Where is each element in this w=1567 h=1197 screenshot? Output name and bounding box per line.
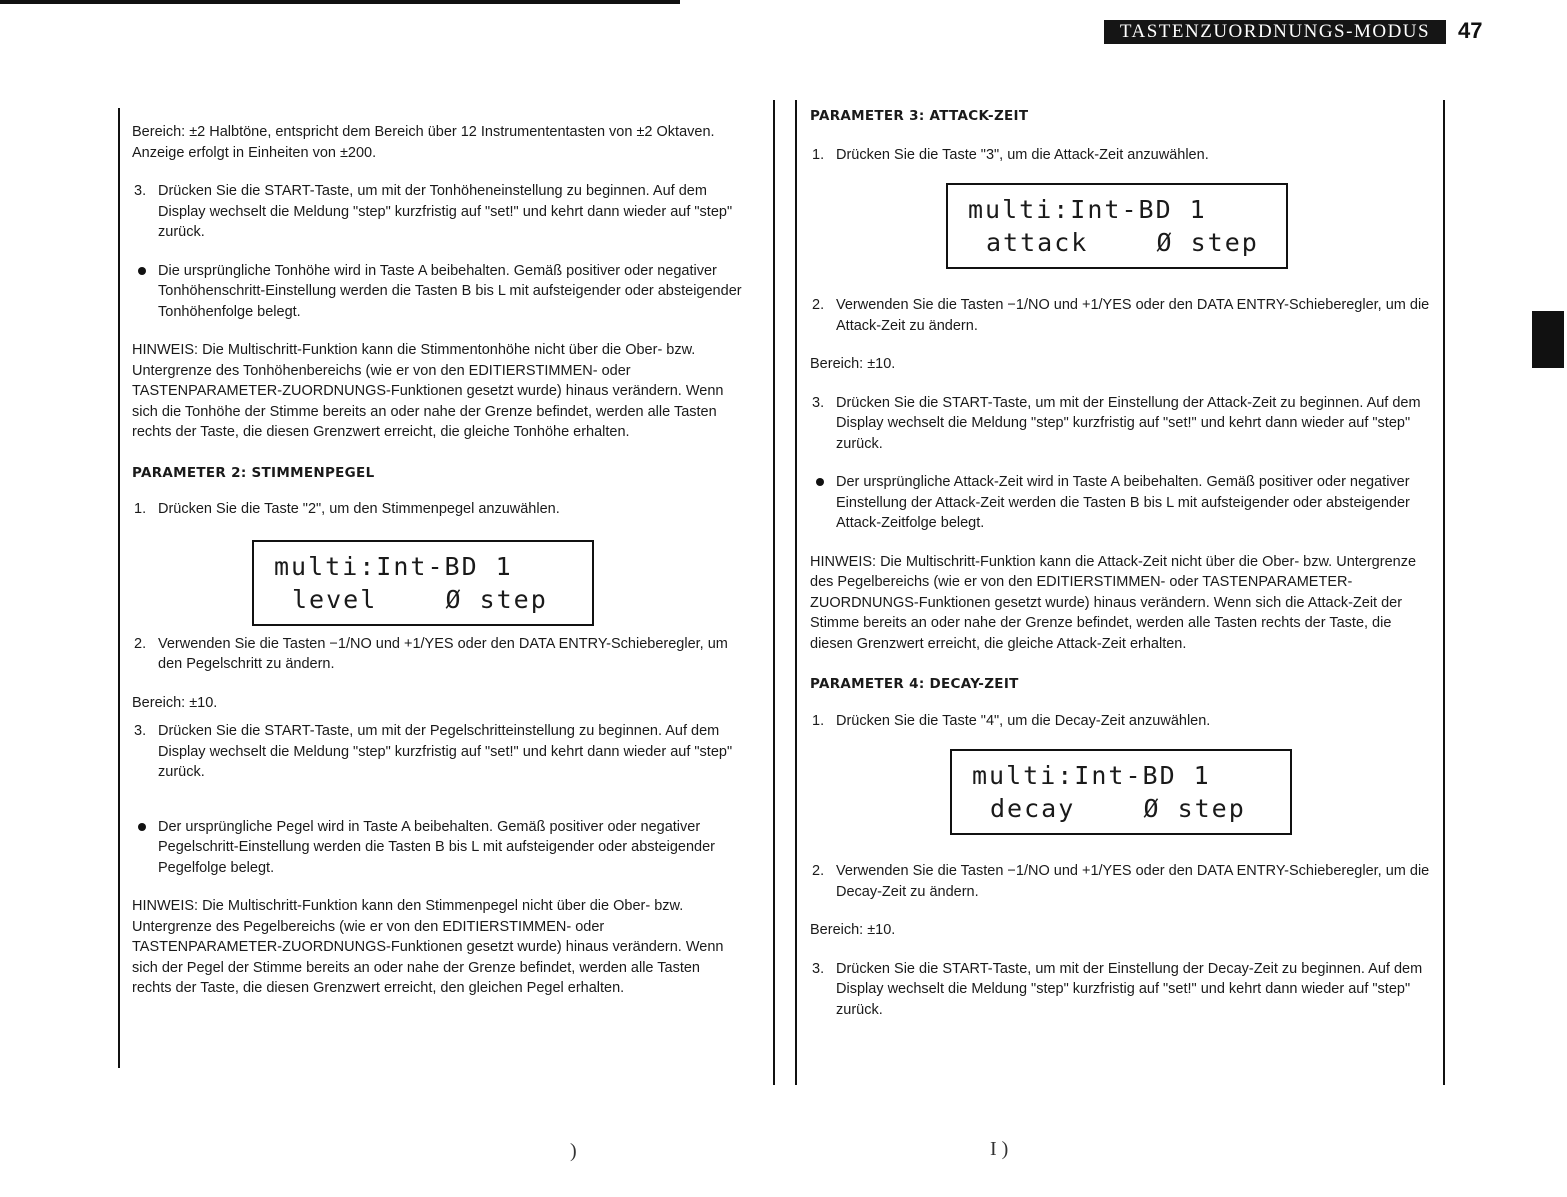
lcd-line-1: multi:Int-BD 1 [274, 551, 513, 581]
step-number: 1. [812, 712, 825, 729]
p3-bullet-item [810, 472, 1435, 534]
bullet-item [132, 261, 742, 323]
range-text: Bereich: ±2 Halbtöne, entspricht dem Bereich über 12 Instrumententasten von ±2 Oktaven. Anzeige erfolgt in Einheiten von ±200. [132, 124, 715, 161]
scan-mark-right: I ) [990, 1138, 1009, 1160]
p2-step-1 [132, 499, 742, 520]
bullet-icon [138, 823, 146, 831]
bullet-text: Der ursprüngliche Pegel wird in Taste A beibehalten. Gemäß positiver oder negativer Pegelschritt-Einstellung werden die Tasten B bis L mit aufsteigender oder absteigender Pegelfolge belegt. [158, 818, 715, 876]
note-hinweis-3: HINWEIS: Die Multischritt-Funktion kann die Attack-Zeit nicht über die Ober- bzw. Untergrenze des Pegelbereichs (wie er von den EDITIERSTIMMEN- oder TASTENPARAMETER-ZUORDNUNGS-Funktionen gesetzt wurde) hinaus verändern. Wenn sich die Attack-Zeit der Stimme bereits an oder nahe der Grenze befindet, werden alle Tasten rechts der Taste, die diesen Grenzwert erreicht, die gleiche Attack-Zeit erhalten. [810, 553, 1417, 652]
p4-step-2 [810, 861, 1435, 902]
step-text: Drücken Sie die START-Taste, um mit der Tonhöheneinstellung zu beginnen. Auf dem Display wechselt die Meldung "step" kurzfristig auf "set!" und kehrt dann wieder auf "step" zurück. [158, 183, 733, 240]
top-rule [0, 0, 680, 4]
bullet-icon [138, 267, 146, 275]
center-rule-right [795, 100, 797, 1085]
step-number: 1. [134, 501, 147, 517]
p4-step-3 [810, 959, 1435, 1021]
p2-range: Bereich: ±10. [132, 694, 218, 711]
step-3 [132, 181, 742, 243]
step-text: Drücken Sie die Taste "2", um den Stimmenpegel anzuwählen. [158, 501, 560, 517]
left-margin-rule [118, 108, 120, 1068]
page-number: 47 [1458, 18, 1483, 43]
step-number: 3. [812, 394, 825, 411]
step-number: 2. [812, 297, 825, 313]
lcd-line-1: multi:Int-BD 1 [972, 761, 1211, 790]
p2-step-3 [132, 721, 742, 783]
bullet-text: Der ursprüngliche Attack-Zeit wird in Taste A beibehalten. Gemäß positiver oder negativer Einstellung der Attack-Zeit werden die Tasten B bis L mit aufsteigender oder absteigender Attack-Zeitfolge belegt. [836, 474, 1410, 531]
step-text: Verwenden Sie die Tasten −1/NO und +1/YES oder den DATA ENTRY-Schieberegler, um die Attack-Zeit zu ändern. [836, 297, 1430, 334]
step-number: 1. [812, 146, 825, 163]
section-title-bar: TASTENZUORDNUNGS-MODUS [1104, 20, 1446, 44]
step-text: Verwenden Sie die Tasten −1/NO und +1/YES oder den DATA ENTRY-Schieberegler, um den Pegelschritt zu ändern. [158, 635, 728, 672]
lcd-display-level [252, 540, 594, 626]
lcd-line-2: level Ø step [292, 584, 548, 614]
p3-step-2 [810, 295, 1435, 336]
left-column [132, 122, 742, 999]
step-text: Drücken Sie die START-Taste, um mit der Einstellung der Attack-Zeit zu beginnen. Auf dem Display wechselt die Meldung "step" kurzfristig auf "set!" und kehrt dann wieder auf "step" zurück. [836, 394, 1421, 452]
lcd-display-attack [946, 183, 1288, 269]
p2-step-2 [132, 634, 742, 675]
lcd-line-2: decay Ø step [990, 794, 1246, 823]
center-rule-left [773, 100, 775, 1085]
scan-mark-left: ) [570, 1140, 577, 1162]
step-number: 2. [812, 863, 825, 879]
p4-range: Bereich: ±10. [810, 922, 896, 938]
bullet-icon [816, 478, 824, 486]
right-margin-rule [1443, 100, 1445, 1085]
step-number: 3. [134, 723, 147, 739]
note-hinweis: HINWEIS: Die Multischritt-Funktion kann die Stimmentonhöhe nicht über die Ober- bzw. Untergrenze des Tonhöhenbereichs (wie er von den EDITIERSTIMMEN- oder TASTENPARAMETER-ZUORDNUNGS-Funktionen gesetzt wurde) hinaus verändern. Wenn sich die Tonhöhe der Stimme bereits an oder nahe der Grenze befindet, werden alle Tasten rechts der Taste, die diesen Grenzwert erreicht, die gleiche Tonhöhe erhalten. [132, 342, 724, 440]
step-text: Drücken Sie die START-Taste, um mit der Pegelschritteinstellung zu beginnen. Auf dem Display wechselt die Meldung "step" kurzfristig auf "set!" und kehrt dann wieder auf "step" zurück. [158, 723, 733, 780]
bullet-text: Die ursprüngliche Tonhöhe wird in Taste A beibehalten. Gemäß positiver oder negativer Tonhöhenschritt-Einstellung werden die Tasten B bis L mit aufsteigender oder absteigender Tonhöhenfolge belegt. [158, 262, 742, 320]
section-heading-param4: PARAMETER 4: DECAY-ZEIT [810, 676, 1019, 692]
right-column [810, 106, 1435, 1020]
lcd-line-1: multi:Int-BD 1 [968, 195, 1207, 224]
p3-step-3 [810, 393, 1435, 455]
lcd-display-decay [950, 749, 1292, 835]
step-text: Drücken Sie die Taste "4", um die Decay-Zeit anzuwählen. [836, 712, 1211, 729]
p2-bullet-item [132, 817, 742, 879]
step-number: 3. [134, 183, 147, 199]
step-text: Drücken Sie die Taste "3", um die Attack-Zeit anzuwählen. [836, 146, 1209, 163]
p4-step-1 [810, 711, 1435, 732]
step-number: 2. [134, 635, 147, 652]
step-text: Verwenden Sie die Tasten −1/NO und +1/YES oder den DATA ENTRY-Schieberegler, um die Decay-Zeit zu ändern. [836, 863, 1430, 900]
section-heading-param3: PARAMETER 3: ATTACK-ZEIT [810, 108, 1029, 124]
thumb-tab-marker [1532, 311, 1564, 368]
note-hinweis-2: HINWEIS: Die Multischritt-Funktion kann den Stimmenpegel nicht über die Ober- bzw. Untergrenze des Pegelbereichs (wie er von den EDITIERSTIMMEN- oder TASTENPARAMETER-ZUORDNUNGS-Funktionen gesetzt wurde) hinaus verändern. Wenn sich der Pegel der Stimme bereits an oder nahe der Grenze befindet, werden alle Tasten rechts der Taste, die diesen Grenzwert erreicht, den gleichen Pegel erhalten. [132, 898, 724, 996]
step-number: 3. [812, 960, 825, 977]
p3-step-1 [810, 145, 1435, 166]
section-heading-param2: PARAMETER 2: STIMMENPEGEL [132, 464, 375, 481]
lcd-line-2: attack Ø step [986, 228, 1259, 257]
p3-range: Bereich: ±10. [810, 356, 896, 372]
step-text: Drücken Sie die START-Taste, um mit der Einstellung der Decay-Zeit zu beginnen. Auf dem Display wechselt die Meldung "step" kurzfristig auf "set!" und kehrt dann wieder auf "step" zurück. [836, 960, 1423, 1018]
